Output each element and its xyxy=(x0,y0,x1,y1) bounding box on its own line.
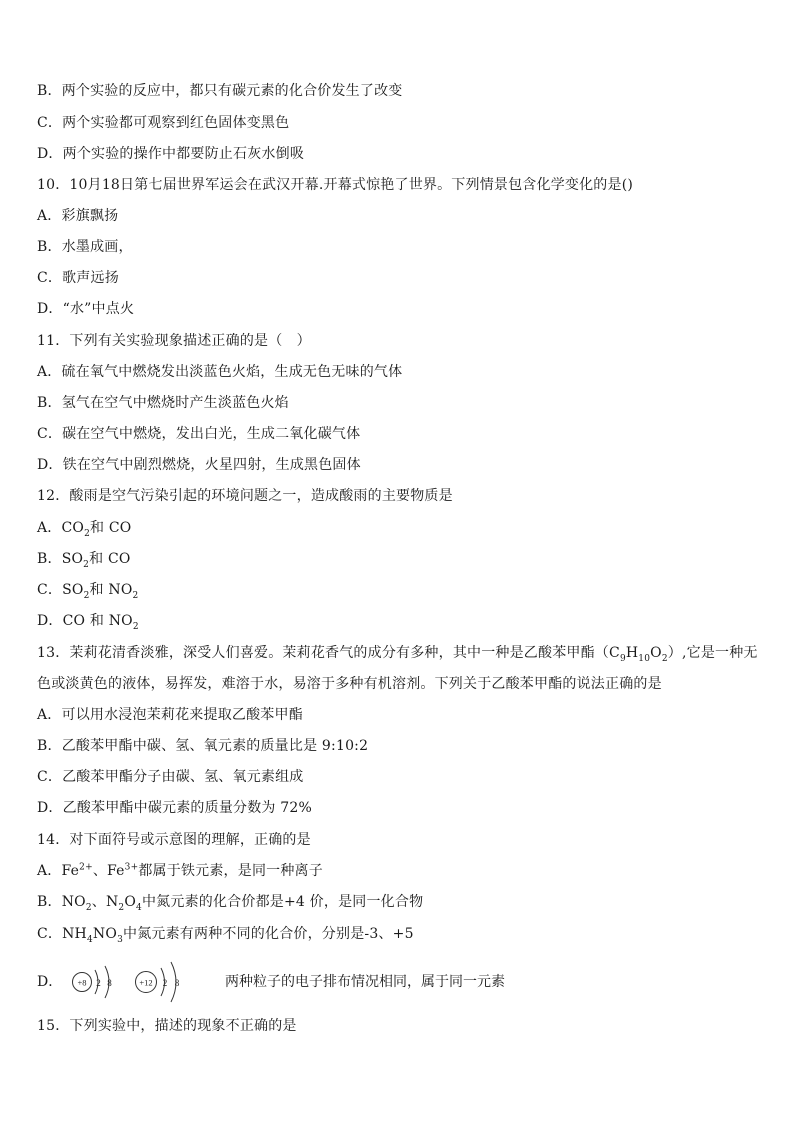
subscript: 2 xyxy=(84,528,91,539)
text-run: 和 CO xyxy=(89,551,131,567)
q12-option-a xyxy=(37,518,132,538)
q9-option-b: B．两个实验的反应中，都只有碳元素的化合价发生了改变 xyxy=(37,83,403,99)
q14-option-a xyxy=(37,861,323,881)
text-run: 都属于铁元素，是同一种离子 xyxy=(138,863,323,879)
subscript: 10 xyxy=(638,653,651,664)
q13-option-c: C．乙酸苯甲酯分子由碳、氢、氧元素组成 xyxy=(37,769,304,785)
superscript: 3+ xyxy=(124,862,139,873)
subscript: 2 xyxy=(132,621,139,632)
q13-option-b: B．乙酸苯甲酯中碳、氢、氧元素的质量比是 9:10:2 xyxy=(37,738,369,754)
text-run: A．Fe xyxy=(37,863,80,879)
text-run: H xyxy=(625,645,639,661)
q11-option-a: A．硫在氧气中燃烧发出淡蓝色火焰，生成无色无味的气体 xyxy=(37,364,403,380)
subscript: 2 xyxy=(661,653,668,664)
text-run: 、N xyxy=(91,894,119,910)
text-run: B．SO xyxy=(37,551,84,567)
subscript: 2 xyxy=(83,590,90,601)
q10-option-a: A．彩旗飘扬 xyxy=(37,208,119,224)
text-run: O xyxy=(650,645,662,661)
subscript: 3 xyxy=(117,934,123,945)
superscript: 2+ xyxy=(79,862,93,873)
subscript: 2 xyxy=(83,559,90,570)
text-run: D．CO 和 NO xyxy=(37,613,133,629)
subscript: 2 xyxy=(118,902,125,913)
text-run: ）,它是一种无色或淡黄色的液体，易挥发，难溶于水，易溶于多种有机溶剂。下列关于乙酸苯甲酯的说法正确的是 xyxy=(37,645,758,692)
q14-option-c xyxy=(37,924,414,944)
option-label: D． xyxy=(37,974,63,990)
text-run: A．CO xyxy=(37,520,85,536)
q11-option-d: D．铁在空气中剧烈燃烧，火星四射，生成黑色固体 xyxy=(37,457,361,473)
q14-stem: 14．对下面符号或示意图的理解，正确的是 xyxy=(37,832,311,848)
q10-option-b: B．水墨成画， xyxy=(37,239,133,255)
q13-stem xyxy=(37,638,762,700)
nucleus-charge: +12 xyxy=(139,977,153,988)
text-run: 和 NO xyxy=(89,582,133,598)
q12-option-c xyxy=(37,580,138,600)
q10-option-c: C．歌声远扬 xyxy=(37,270,119,286)
subscript: 2 xyxy=(132,590,139,601)
subscript: 9 xyxy=(619,653,626,664)
text-run: C．NH xyxy=(37,926,87,942)
q12-option-d xyxy=(37,611,139,631)
oxygen-ion-diagram xyxy=(73,966,113,998)
text-run: O xyxy=(124,894,137,910)
text-run: C．SO xyxy=(37,582,84,598)
q14-option-b xyxy=(37,892,423,912)
q13-option-a: A．可以用水浸泡茉莉花来提取乙酸苯甲酯 xyxy=(37,707,303,723)
text-run: 13．茉莉花清香淡雅，深受人们喜爱。茉莉花香气的成分有多种，其中一种是乙酸苯甲酯（C xyxy=(37,645,620,661)
nucleus-charge: +8 xyxy=(77,977,87,988)
q13-option-d: D．乙酸苯甲酯中碳元素的质量分数为 72% xyxy=(37,800,312,816)
text-run: 和 CO xyxy=(90,520,132,536)
atom-structure-diagrams xyxy=(65,956,225,1008)
q11-option-b: B．氢气在空气中燃烧时产生淡蓝色火焰 xyxy=(37,395,289,411)
text-run: 中氮元素的化合价都是+4 价，是同一化合物 xyxy=(141,894,424,910)
q12-stem: 12．酸雨是空气污染引起的环境问题之一，造成酸雨的主要物质是 xyxy=(37,488,453,504)
option-text: 两种粒子的电子排布情况相同，属于同一元素 xyxy=(225,974,505,990)
text-run: 中氮元素有两种不同的化合价，分别是-3、+5 xyxy=(123,926,414,942)
magnesium-ion-diagram xyxy=(136,962,180,1002)
shell-electron-count: 2 xyxy=(162,978,168,988)
q15-stem: 15．下列实验中，描述的现象不正确的是 xyxy=(37,1018,297,1034)
q14-option-d xyxy=(37,956,737,1008)
text-run: NO xyxy=(92,926,118,942)
q9-option-d: D．两个实验的操作中都要防止石灰水倒吸 xyxy=(37,146,305,162)
subscript: 4 xyxy=(136,902,142,913)
shell-electron-count: 2 xyxy=(96,978,101,988)
subscript: 4 xyxy=(86,934,93,945)
q11-stem: 11．下列有关实验现象描述正确的是（ ） xyxy=(37,333,311,349)
q11-option-c: C．碳在空气中燃烧，发出白光，生成二氧化碳气体 xyxy=(37,426,361,442)
shell-electron-count: 8 xyxy=(174,978,180,988)
shell-electron-count: 8 xyxy=(107,978,112,988)
text-run: 、Fe xyxy=(92,863,125,879)
q10-stem: 10．10月18日第七届世界军运会在武汉开幕.开幕式惊艳了世界。下列情景包含化学变化的是() xyxy=(37,177,634,193)
subscript: 2 xyxy=(85,902,92,913)
q12-option-b xyxy=(37,549,131,569)
text-run: B．NO xyxy=(37,894,86,910)
q9-option-c: C．两个实验都可观察到红色固体变黑色 xyxy=(37,115,290,131)
q10-option-d: D．“水”中点火 xyxy=(37,301,135,317)
